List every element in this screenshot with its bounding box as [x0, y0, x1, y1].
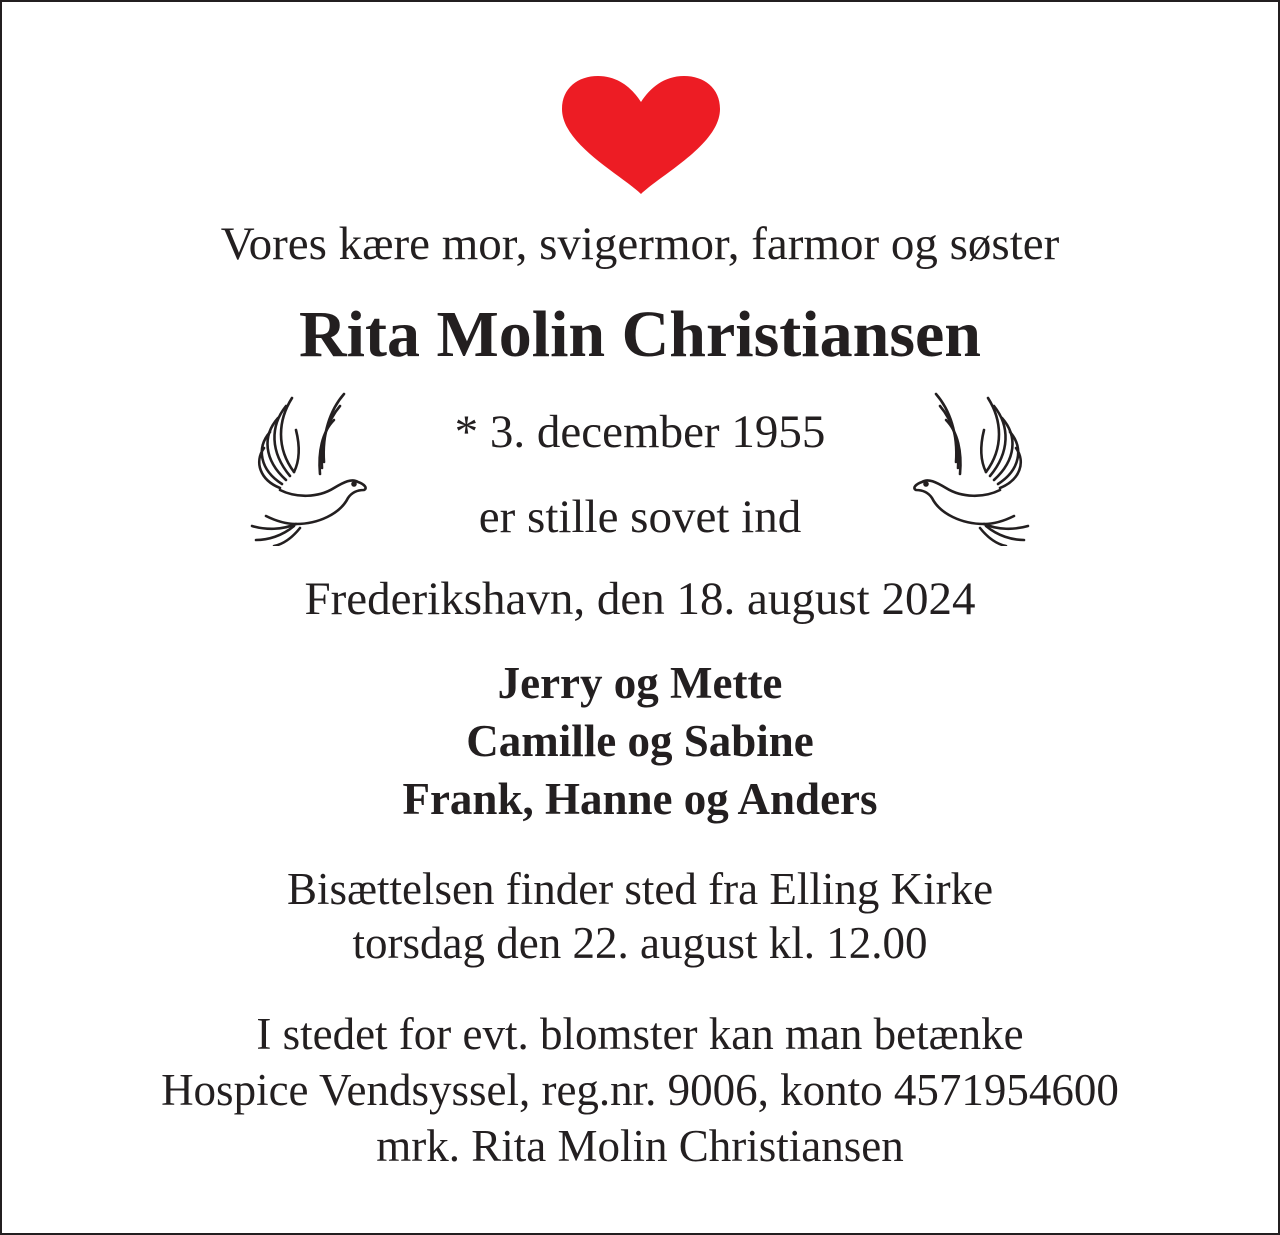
birth-date: * 3. december 1955	[454, 406, 826, 458]
family-line: Camille og Sabine	[466, 716, 814, 766]
family-line: Jerry og Mette	[497, 658, 783, 708]
place-and-date: Frederikshavn, den 18. august 2024	[304, 573, 976, 625]
donation-info	[0, 1006, 1280, 1174]
funeral-line: Bisættelsen finder sted fra Elling Kirke	[286, 864, 994, 914]
deceased-name: Rita Molin Christiansen	[298, 298, 982, 371]
donation-line: mrk. Rita Molin Christiansen	[376, 1121, 904, 1171]
funeral-info	[0, 862, 1280, 970]
donation-line: Hospice Vendsyssel, reg.nr. 9006, konto 4571954600	[161, 1065, 1119, 1115]
intro-text: Vores kære mor, svigermor, farmor og søster	[220, 218, 1060, 270]
donation-line: I stedet for evt. blomster kan man betænke	[256, 1009, 1024, 1059]
family-list	[0, 654, 1280, 828]
funeral-line: torsdag den 22. august kl. 12.00	[352, 918, 928, 968]
passed-text: er stille sovet ind	[478, 491, 802, 543]
heart-icon	[560, 76, 722, 194]
family-line: Frank, Hanne og Anders	[402, 774, 878, 824]
